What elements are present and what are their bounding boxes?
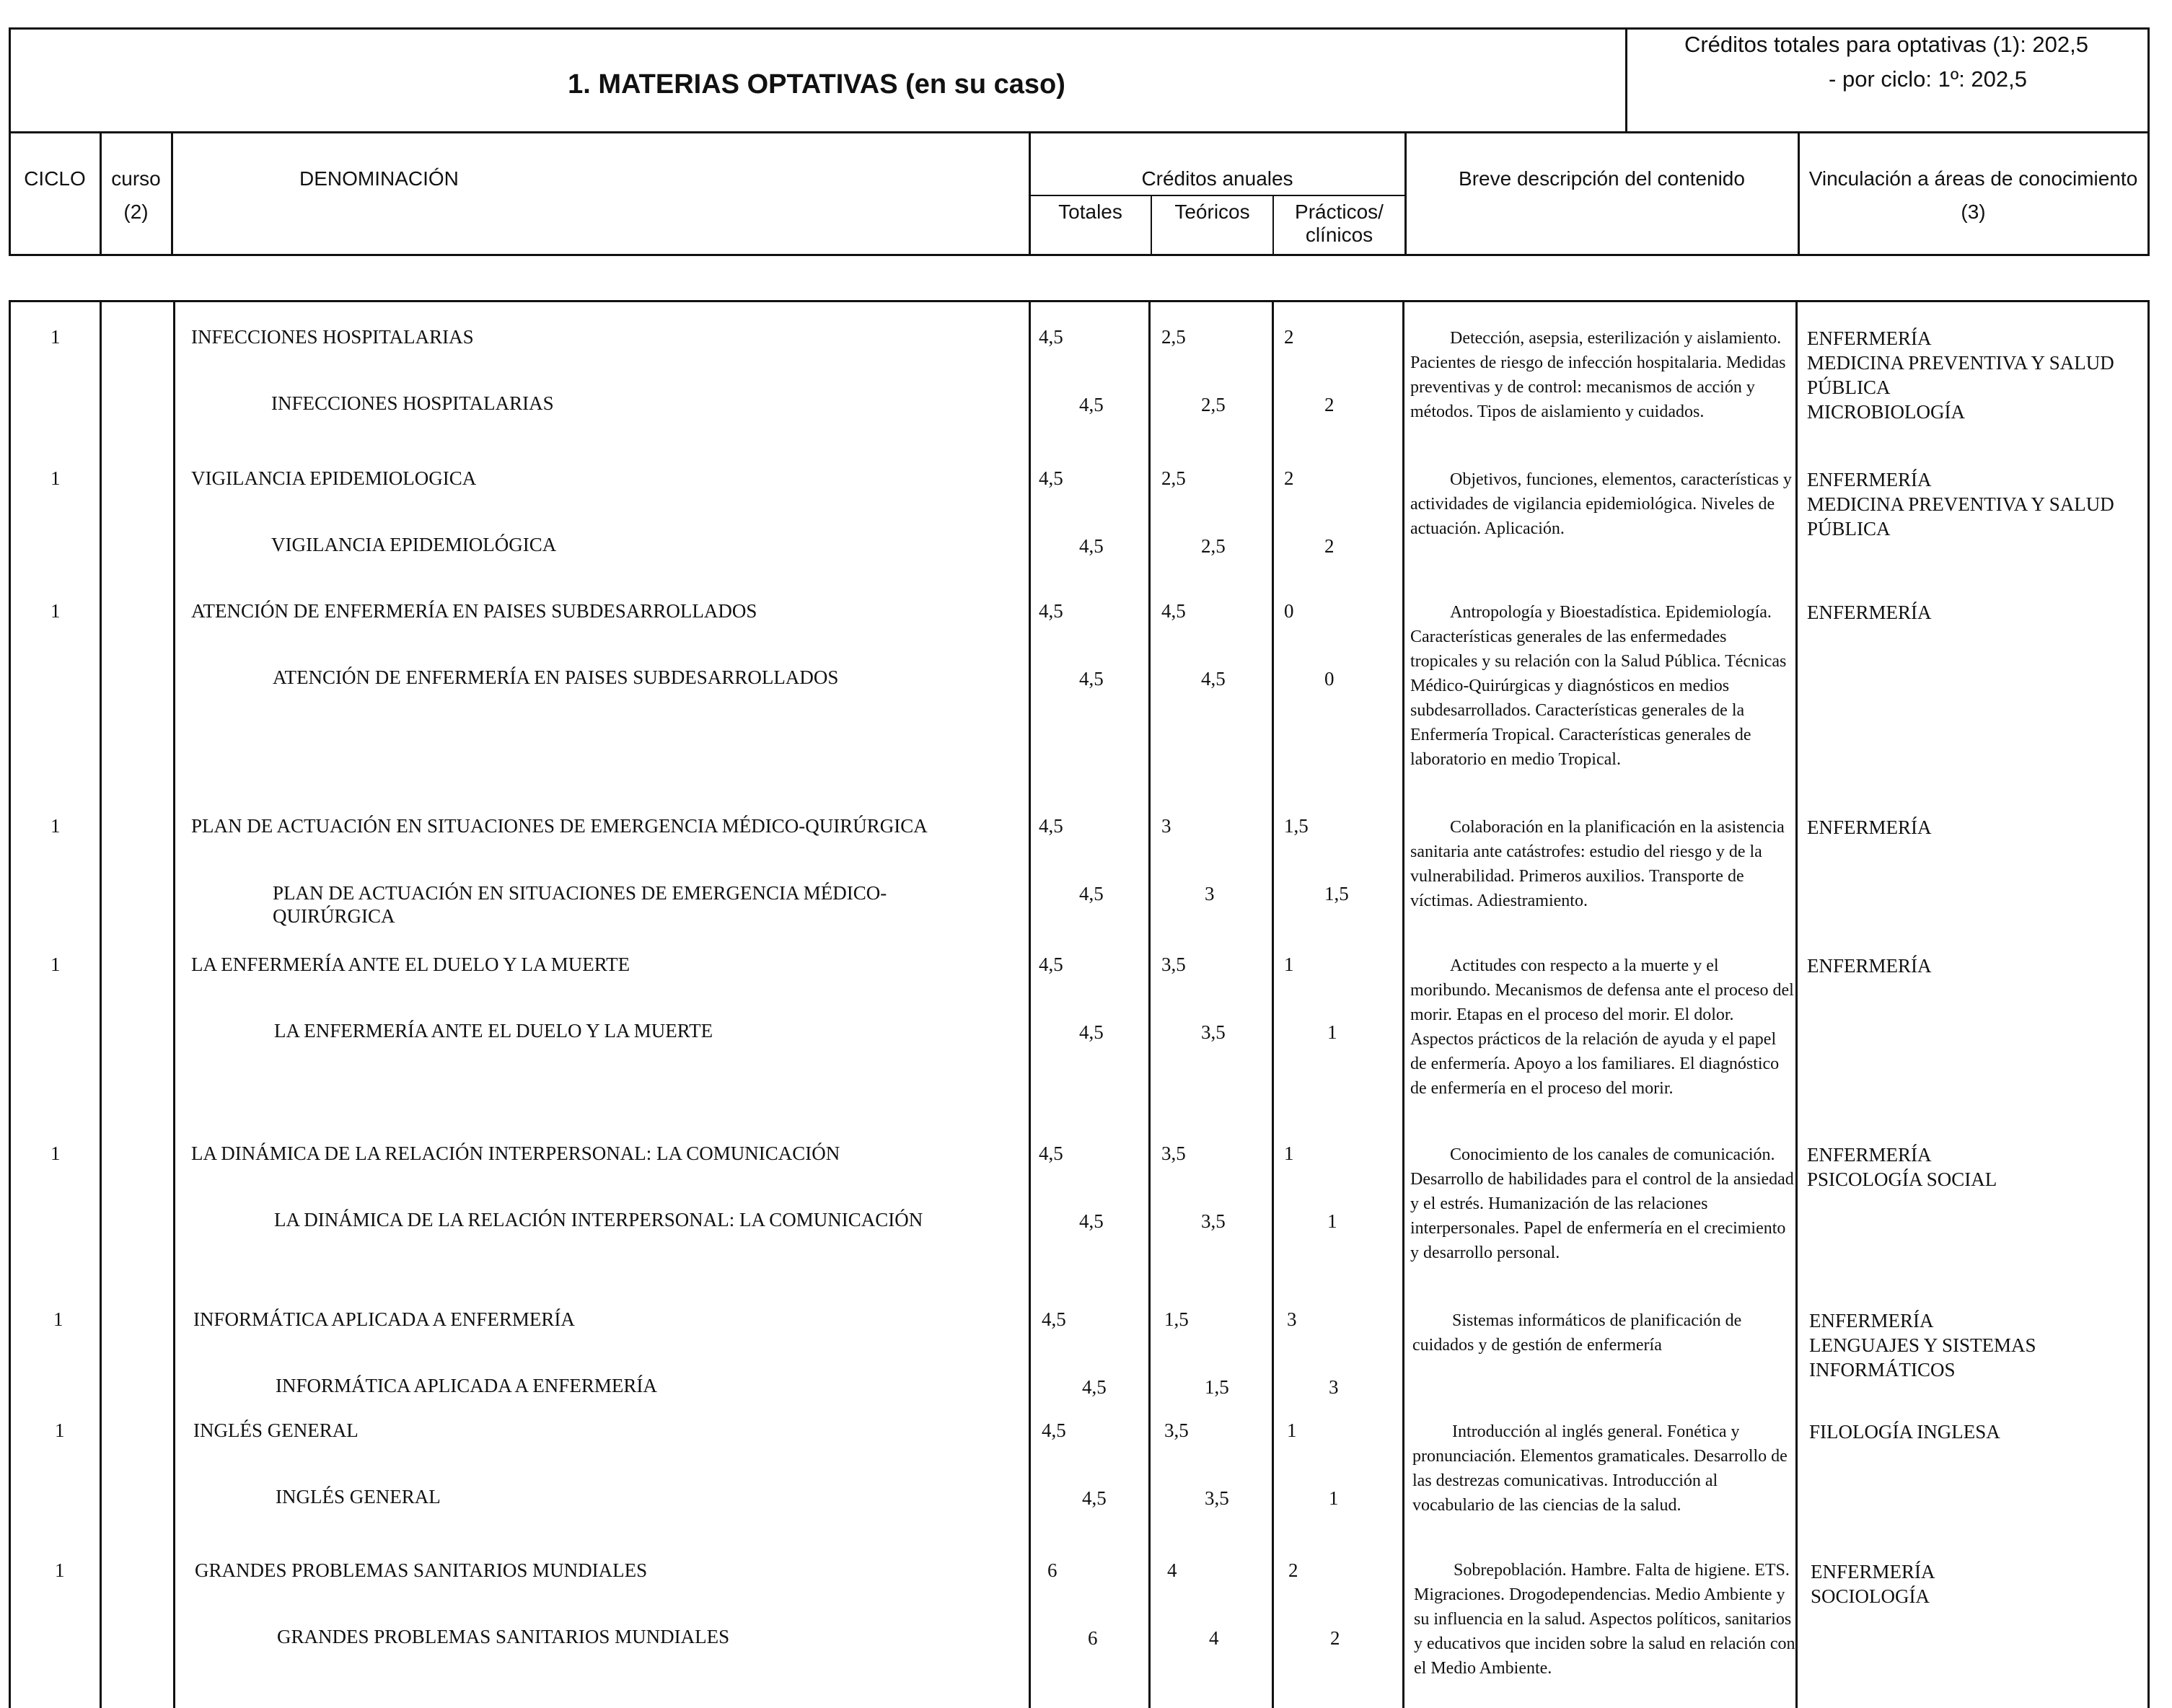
row-description: Conocimiento de los canales de comunicación. Desarrollo de habilidades para el control de la ansiedad y el estrés. Humanización de las relaciones interpersonales. Papel de enfermería en el crecimiento y desarrollo personal.: [1410, 1145, 1794, 1262]
row-name: VIGILANCIA EPIDEMIOLOGICA: [191, 467, 477, 489]
row-areas: ENFERMERÍA PSICOLOGÍA SOCIAL: [1807, 1144, 1997, 1190]
row-sub-teoricos: 2,5: [1201, 535, 1226, 557]
row-sub-name: INGLÉS GENERAL: [276, 1486, 441, 1507]
row-description: Sobrepoblación. Hambre. Falta de higiene. ETS. Migraciones. Drogodependencias. Medio Ambiente y su influencia en la salud. Aspectos políticos, sanitarios y educativos que inciden sobre la salud en relación con el Medio Ambiente.: [1414, 1561, 1795, 1678]
row-practicos: 1: [1287, 1419, 1297, 1441]
row-description: Antropología y Bioestadística. Epidemiología. Características generales de las enfermedades tropicales y su relación con la Salud Pública. Técnicas Médico-Quirúrgicas y diagnósticos en medios subdesarrollados. Características generales de la Enfermería Tropical. Características generales de laboratorio en medio Tropical.: [1410, 603, 1787, 769]
col-teoricos: Teóricos: [1174, 201, 1250, 223]
row-totales: 4,5: [1039, 1143, 1063, 1164]
row-practicos: 3: [1287, 1308, 1297, 1330]
col-vinculacion-note: (3): [1961, 201, 1986, 223]
row-name: INGLÉS GENERAL: [193, 1419, 359, 1441]
row-sub-teoricos: 3,5: [1205, 1487, 1229, 1509]
row-ciclo: 1: [53, 1308, 63, 1330]
row-description: Detección, asepsia, esterilización y aislamiento. Pacientes de riesgo de infección hospitalaria. Medidas preventivas y de control: mecanismos de acción y métodos. Tipos de aislamiento y cuidados.: [1410, 329, 1786, 421]
col-totales: Totales: [1058, 201, 1122, 223]
col-clinicos: clínicos: [1305, 224, 1373, 246]
col-vinculacion: Vinculación a áreas de conocimiento: [1808, 167, 2138, 190]
row-description: Sistemas informáticos de planificación de cuidados y de gestión de enfermería: [1412, 1311, 1742, 1355]
row-sub-name: INFECCIONES HOSPITALARIAS: [271, 392, 554, 414]
row-sub-practicos: 1: [1327, 1021, 1337, 1043]
row-areas: ENFERMERÍA LENGUAJES Y SISTEMAS INFORMÁTICOS: [1809, 1310, 2036, 1381]
col-curso-note: (2): [123, 201, 149, 223]
page-title: 1. MATERIAS OPTATIVAS (en su caso): [568, 69, 1065, 100]
row-sub-totales: 4,5: [1079, 394, 1104, 415]
row-sub-totales: 4,5: [1079, 1021, 1104, 1043]
row-sub-totales: 4,5: [1079, 668, 1104, 690]
row-sub-teoricos: 4,5: [1201, 668, 1226, 690]
row-totales: 4,5: [1039, 326, 1063, 348]
row-sub-teoricos: 4: [1209, 1627, 1219, 1649]
row-ciclo: 1: [55, 1559, 65, 1581]
row-sub-practicos: 1: [1327, 1210, 1337, 1232]
row-areas: ENFERMERÍA MEDICINA PREVENTIVA Y SALUD PÚBLICA MICROBIOLOGÍA: [1807, 327, 2114, 423]
row-teoricos: 4: [1167, 1559, 1177, 1581]
row-practicos: 2: [1288, 1559, 1298, 1581]
row-description: Actitudes con respecto a la muerte y el moribundo. Mecanismos de defensa ante el proceso del morir. Etapas en el proceso del morir. El dolor. Aspectos prácticos de la relación de ayuda y el papel de enfermería. Apoyo a los familiares. El diagnóstico de enfermería en el proceso del morir.: [1410, 956, 1794, 1098]
row-sub-practicos: 3: [1329, 1376, 1339, 1398]
row-totales: 6: [1047, 1559, 1058, 1581]
row-sub-practicos: 2: [1324, 535, 1335, 557]
col-descripcion: Breve descripción del contenido: [1459, 167, 1745, 190]
row-practicos: 0: [1284, 600, 1294, 622]
row-practicos: 1,5: [1284, 815, 1309, 837]
total-credits: Créditos totales para optativas (1): 202,5: [1684, 32, 2088, 57]
row-sub-practicos: 2: [1330, 1627, 1340, 1649]
row-sub-name: LA DINÁMICA DE LA RELACIÓN INTERPERSONAL: LA COMUNICACIÓN: [274, 1209, 923, 1231]
row-totales: 4,5: [1039, 954, 1063, 975]
col-curso: curso: [111, 167, 161, 190]
row-sub-teoricos: 3: [1205, 883, 1215, 904]
col-denominacion: DENOMINACIÓN: [299, 167, 459, 190]
row-ciclo: 1: [50, 326, 61, 348]
row-name: INFECCIONES HOSPITALARIAS: [191, 326, 474, 348]
row-ciclo: 1: [50, 600, 61, 622]
row-teoricos: 4,5: [1161, 600, 1186, 622]
col-ciclo: CICLO: [24, 167, 86, 190]
row-sub-teoricos: 3,5: [1201, 1021, 1226, 1043]
row-sub-practicos: 1: [1329, 1487, 1339, 1509]
row-name: LA ENFERMERÍA ANTE EL DUELO Y LA MUERTE: [191, 954, 630, 975]
row-name: LA DINÁMICA DE LA RELACIÓN INTERPERSONAL: LA COMUNICACIÓN: [191, 1143, 840, 1164]
row-totales: 4,5: [1039, 815, 1063, 837]
row-teoricos: 3,5: [1161, 1143, 1186, 1164]
row-areas: ENFERMERÍA: [1807, 602, 1932, 623]
row-teoricos: 2,5: [1161, 326, 1186, 348]
row-description: Colaboración en la planificación en la asistencia sanitaria ante catástrofes: estudio del riesgo y de la vulnerabilidad. Primeros auxilios. Transporte de víctimas. Adiestramiento.: [1410, 818, 1785, 910]
row-name: ATENCIÓN DE ENFERMERÍA EN PAISES SUBDESARROLLADOS: [191, 600, 757, 622]
row-name: PLAN DE ACTUACIÓN EN SITUACIONES DE EMERGENCIA MÉDICO-QUIRÚRGICA: [191, 815, 928, 837]
row-practicos: 1: [1284, 1143, 1294, 1164]
row-ciclo: 1: [55, 1419, 65, 1441]
row-teoricos: 3,5: [1164, 1419, 1189, 1441]
row-practicos: 2: [1284, 467, 1294, 489]
row-areas: FILOLOGÍA INGLESA: [1809, 1421, 2000, 1443]
row-totales: 4,5: [1042, 1419, 1066, 1441]
row-totales: 4,5: [1042, 1308, 1066, 1330]
row-ciclo: 1: [50, 815, 61, 837]
row-ciclo: 1: [50, 467, 61, 489]
row-teoricos: 3: [1161, 815, 1171, 837]
row-sub-teoricos: 2,5: [1201, 394, 1226, 415]
col-creditos-anuales: Créditos anuales: [1141, 167, 1293, 190]
row-sub-name: GRANDES PROBLEMAS SANITARIOS MUNDIALES: [277, 1626, 730, 1647]
row-sub-name: LA ENFERMERÍA ANTE EL DUELO Y LA MUERTE: [274, 1020, 713, 1042]
row-areas: ENFERMERÍA MEDICINA PREVENTIVA Y SALUD PÚBLICA: [1807, 469, 2114, 540]
row-sub-totales: 4,5: [1079, 1210, 1104, 1232]
row-sub-name: PLAN DE ACTUACIÓN EN SITUACIONES DE EMERGENCIA MÉDICO- QUIRÚRGICA: [273, 882, 887, 927]
row-description: Introducción al inglés general. Fonética y pronunciación. Elementos gramaticales. Desarrollo de las destrezas comunicativas. Introducción al vocabulario de las ciencias de la salud.: [1412, 1422, 1788, 1515]
row-sub-name: INFORMÁTICA APLICADA A ENFERMERÍA: [276, 1375, 657, 1396]
credits-per-cycle: - por ciclo: 1º: 202,5: [1829, 66, 2027, 92]
row-practicos: 1: [1284, 954, 1294, 975]
row-sub-totales: 4,5: [1079, 883, 1104, 904]
row-sub-practicos: 2: [1324, 394, 1335, 415]
row-ciclo: 1: [50, 1143, 61, 1164]
row-description: Objetivos, funciones, elementos, características y actividades de vigilancia epidemiológica. Niveles de actuación. Aplicación.: [1410, 470, 1792, 538]
row-sub-practicos: 0: [1324, 668, 1335, 690]
row-practicos: 2: [1284, 326, 1294, 348]
row-teoricos: 3,5: [1161, 954, 1186, 975]
row-totales: 4,5: [1039, 467, 1063, 489]
row-sub-teoricos: 3,5: [1201, 1210, 1226, 1232]
row-name: INFORMÁTICA APLICADA A ENFERMERÍA: [193, 1308, 575, 1330]
row-sub-practicos: 1,5: [1324, 883, 1349, 904]
row-areas: ENFERMERÍA: [1807, 955, 1932, 977]
row-sub-name: VIGILANCIA EPIDEMIOLÓGICA: [271, 534, 557, 555]
row-teoricos: 2,5: [1161, 467, 1186, 489]
row-areas: ENFERMERÍA: [1807, 816, 1932, 838]
col-practicos: Prácticos/: [1295, 201, 1384, 223]
row-sub-totales: 4,5: [1082, 1376, 1107, 1398]
row-sub-teoricos: 1,5: [1205, 1376, 1229, 1398]
row-name: GRANDES PROBLEMAS SANITARIOS MUNDIALES: [195, 1559, 648, 1581]
row-totales: 4,5: [1039, 600, 1063, 622]
row-sub-totales: 4,5: [1079, 535, 1104, 557]
row-sub-name: ATENCIÓN DE ENFERMERÍA EN PAISES SUBDESARROLLADOS: [273, 666, 839, 688]
row-areas: ENFERMERÍA SOCIOLOGÍA: [1811, 1561, 1935, 1607]
row-ciclo: 1: [50, 954, 61, 975]
row-sub-totales: 4,5: [1082, 1487, 1107, 1509]
row-teoricos: 1,5: [1164, 1308, 1189, 1330]
row-sub-totales: 6: [1088, 1627, 1098, 1649]
